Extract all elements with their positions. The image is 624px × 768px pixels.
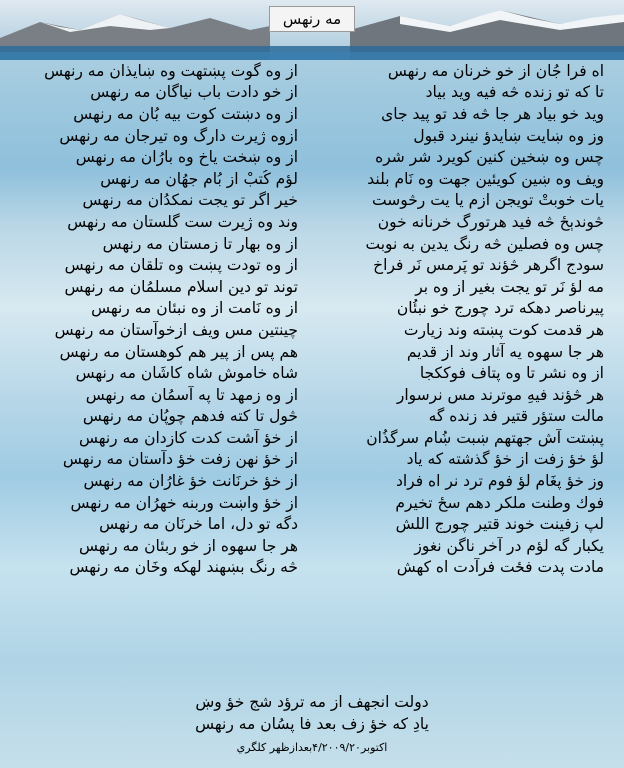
verse-row <box>6 362 618 384</box>
verse-first-hemistich: لپ زفينت خوند قتير چورج اللش <box>395 515 604 534</box>
verse-first-hemistich: وز خؤ پغَام لؤ فوم ترد نر اه فراد <box>395 472 604 491</box>
verse-second-hemistich: شاه خاموش شاه كاشَان مه رنهس <box>75 364 298 383</box>
verse-second-hemistich: خير اگر تو يجت نمكدُان مه رنهس <box>82 191 298 210</box>
verse-first-hemistich: اه فرا جُان از خو خرنان مه رنهس <box>387 61 604 80</box>
verse-second-hemistich: از خؤ خرنَانت خؤ غارُان مه رنهس <box>83 472 298 491</box>
verse-first-hemistich: هر څؤند فيهِ موترند مس نرسوار <box>396 385 604 404</box>
verse-first-hemistich: سودج اگرهر څؤند تو پَرمس نَر فراخ <box>373 256 604 275</box>
author-date-footer: اكتوبر۴/۲۰۰۹/۲۰بعدازظهر كلگري <box>236 741 388 754</box>
verse-first-hemistich: هر جا سهوه يه آثار وند از قديم <box>406 342 604 361</box>
verse-second-hemistich: از وه نَامت از وه نبئان مه رنهس <box>91 299 298 318</box>
verse-second-hemistich: توند تو دين اسلام مسلمُان مه رنهس <box>64 277 298 296</box>
verse-second-hemistich: څول تا كته فدهم چوپُان مه رنهس <box>82 407 298 426</box>
closing-line: يادِ كه خؤ زف بعد فا پسُان مه رنهس <box>195 714 429 733</box>
verse-second-hemistich: ازوه ژيرت دارگ وه تيرجان مه رنهس <box>59 126 298 145</box>
verse-row <box>6 384 618 406</box>
verse-second-hemistich: از خؤ آشت كدت كازدان مه رنهس <box>78 428 298 447</box>
verse-row <box>6 298 618 320</box>
verse-first-hemistich: څوندېځ څه فيد هرتورگ خرنانه خون <box>377 212 604 231</box>
verse-second-hemistich: هر جا سهوه از خو ربئان مه رنهس <box>78 536 298 555</box>
verse-first-hemistich: مادت پدت فځت فرآدت اه كهش <box>396 558 604 577</box>
verse-row <box>6 190 618 212</box>
verse-second-hemistich: از وه زمهد تا په آسمُان مه رنهس <box>85 385 298 404</box>
poem-body <box>6 60 618 578</box>
verse-first-hemistich: لؤ خؤ زفت از خؤ گذشته كه ياد <box>406 450 604 469</box>
verse-second-hemistich: از وه بهار تا زمستان مه رنهس <box>102 234 298 253</box>
verse-row <box>6 168 618 190</box>
verse-first-hemistich: ويف وه ښين كويئين جهت وه نَام بلند <box>367 169 604 188</box>
verse-second-hemistich: از وه تودت پښت وه تلقان مه رنهس <box>64 256 298 275</box>
verse-row <box>6 427 618 449</box>
verse-row <box>6 341 618 363</box>
verse-second-hemistich: از خؤ واښت وربنه خهرُان مه رنهس <box>70 493 298 512</box>
verse-second-hemistich: هم پس از پير هم كوهستان مه رنهس <box>59 342 298 361</box>
verse-row <box>6 276 618 298</box>
verse-row <box>6 233 618 255</box>
verse-row <box>6 535 618 557</box>
verse-second-hemistich: څه رنگ بښهند لهكه وخَان مه رنهس <box>69 558 298 577</box>
page-title: مه رنهس <box>269 6 355 32</box>
verse-second-hemistich: دگه تو دل، اما خرنَان مه رنهس <box>99 515 298 534</box>
verse-first-hemistich: ويد خو بياد هر جا څه فد تو پيد جاى <box>381 104 604 123</box>
verse-row <box>6 146 618 168</box>
verse-second-hemistich: از وه گوت پښتهت وه ښايذان مه رنهس <box>44 61 298 80</box>
closing-verses <box>0 692 624 735</box>
verse-second-hemistich: لؤم كُتبْ از بُام جهُان مه رنهس <box>100 169 298 188</box>
verse-second-hemistich: وند وه ژيرت ست گلستان مه رنهس <box>67 212 298 231</box>
verse-first-hemistich: تا كه تو زنده څه فيه ويد بياد <box>425 83 604 102</box>
verse-first-hemistich: از وه نشر تا وه پتاف فوككجا <box>419 364 604 383</box>
verse-first-hemistich: مالت ستؤر قتير فد زنده گه <box>428 407 604 426</box>
verse-row <box>6 492 618 514</box>
verse-row <box>6 406 618 428</box>
verse-row <box>6 449 618 471</box>
verse-first-hemistich: يات خوبتْ تويجن ازم يا يت رڅوست <box>372 191 604 210</box>
closing-line: دولت انجهف از مه ترؤد شج خؤ وښ <box>195 693 429 711</box>
verse-second-hemistich: از خو دادت باب نياگان مه رنهس <box>90 83 298 102</box>
verse-first-hemistich: هر قدمت كوت پښته وند زيارت <box>403 320 604 339</box>
verse-first-hemistich: چس وه فصلين څه رنگ يدين به نوبت <box>365 234 604 253</box>
verse-second-hemistich: از وه ښخت ياخ وه بارُان مه رنهس <box>75 148 298 167</box>
verse-row <box>6 254 618 276</box>
verse-row <box>6 319 618 341</box>
verse-first-hemistich: مه لؤ نَر تو يجت بغير از وه بر <box>415 277 604 296</box>
verse-first-hemistich: چس وه ښخين كنين كويرد شر شره <box>375 148 604 167</box>
verse-row <box>6 470 618 492</box>
verse-row <box>6 557 618 579</box>
verse-row <box>6 82 618 104</box>
verse-second-hemistich: از وه دښتت كوت بيه بُان مه رنهس <box>73 104 298 123</box>
verse-row <box>6 103 618 125</box>
verse-second-hemistich: چينتين مس ويف ازخوآستان مه رنهس <box>54 320 298 339</box>
verse-row <box>6 125 618 147</box>
verse-first-hemistich: پيرناصر دهكه ترد چورج خو نبئُان <box>396 299 604 318</box>
verse-first-hemistich: يكبار گه لؤم در آخر ناگن نغوز <box>414 536 604 555</box>
verse-row <box>6 513 618 535</box>
verse-row <box>6 60 618 82</box>
verse-first-hemistich: وز وه ښايت ښايدؤ نينرد قبول <box>413 126 604 145</box>
verse-second-hemistich: از خؤ نهن زفت خؤ دآستان مه رنهس <box>62 450 298 469</box>
verse-row <box>6 211 618 233</box>
verse-first-hemistich: پښتت آش جهتهم ښبت ښُام سرگذُان <box>366 428 604 447</box>
verse-first-hemistich: فوك وطنت ملكر دهم سځ تخيرم <box>395 493 604 512</box>
